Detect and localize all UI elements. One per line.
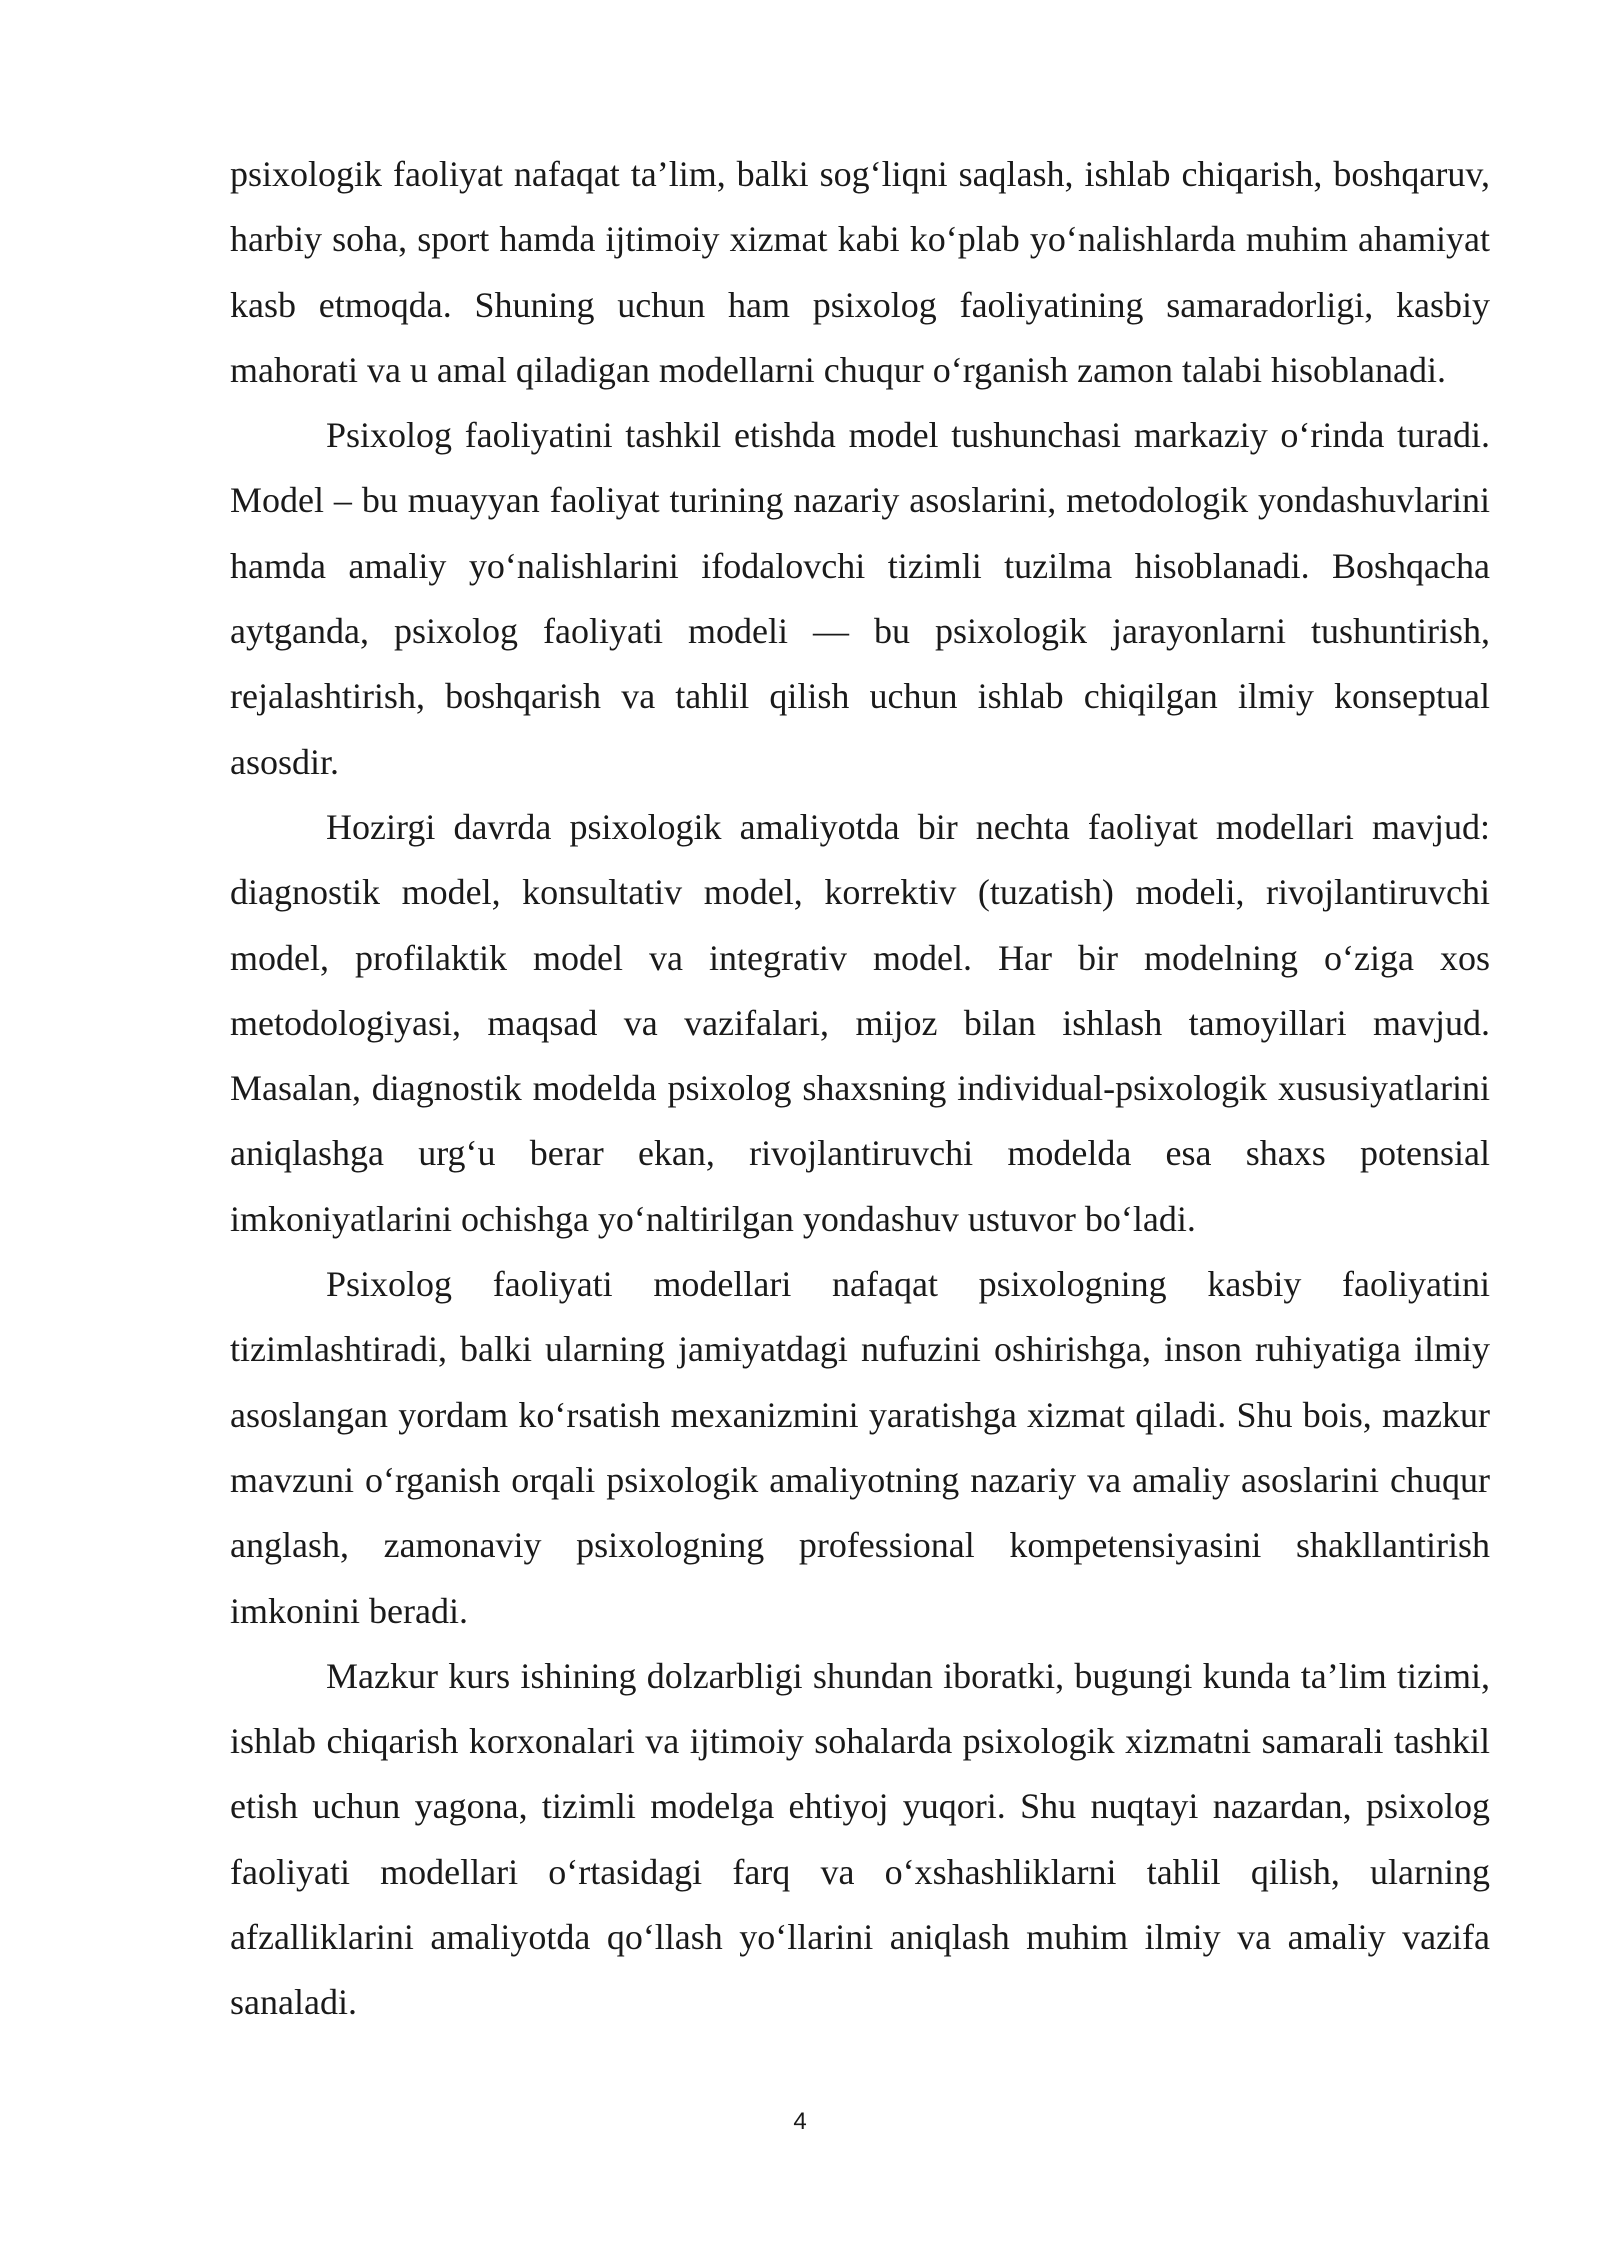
paragraph-activity-models: Hozirgi davrda psixologik amaliyotda bir nechta faoliyat modellari mavjud: diagnostik model, konsultativ model, korrektiv (tuzatish) modeli, rivojlantiruvchi model, profilaktik model va integrativ model. Har bir modelning o‘ziga xos metodologiyasi, maqsad va vazifalari, mijoz bilan ishlash tamoyillari mavjud. Masalan, diagnostik modelda psixolog shaxsning individual-psixologik xususiyatlarini aniqlashga urg‘u berar ekan, rivojlantiruvchi modelda esa shaxs potensial imkoniyatlarini ochishga yo‘naltirilgan yondashuv ustuvor bo‘ladi.: [230, 806, 1490, 1239]
paragraph-models-significance: Psixolog faoliyati modellari nafaqat psixologning kasbiy faoliyatini tizimlashtiradi, balki ularning jamiyatdagi nufuzini oshirishga, inson ruhiyatiga ilmiy asoslangan yordam ko‘rsatish mexanizmini yaratishga xizmat qiladi. Shu bois, mazkur mavzuni o‘rganish orqali psixologik amaliyotning nazariy va amaliy asoslarini chuqur anglash, zamonaviy psixologning professional kompetensiyasini shakllantirish imkonini beradi.: [230, 1264, 1490, 1631]
page-number: 4: [793, 2108, 807, 2135]
paragraph-continuation: psixologik faoliyat nafaqat ta’lim, balki sog‘liqni saqlash, ishlab chiqarish, boshqaruv, harbiy soha, sport hamda ijtimoiy xizmat kabi ko‘plab yo‘nalishlarda muhim ahamiyat kasb etmoqda. Shuning uchun ham psixolog faoliyatining samaradorligi, kasbiy mahorati va u amal qiladigan modellarni chuqur o‘rganish zamon talabi hisoblanadi.: [230, 154, 1490, 390]
paragraph-relevance: Mazkur kurs ishining dolzarbligi shundan iboratki, bugungi kunda ta’lim tizimi, ishlab chiqarish korxonalari va ijtimoiy sohalarda psixologik xizmatni samarali tashkil etish uchun yagona, tizimli modelga ehtiyoj yuqori. Shu nuqtayi nazardan, psixolog faoliyati modellari o‘rtasidagi farq va o‘xshashliklarni tahlil qilish, ularning afzalliklarini amaliyotda qo‘llash yo‘llarini aniqlash muhim ilmiy va amaliy vazifa sanaladi.: [230, 1655, 1490, 2023]
body-text: [230, 142, 1490, 2036]
paragraph-model-concept: Psixolog faoliyatini tashkil etishda model tushunchasi markaziy o‘rinda turadi. Model – bu muayyan faoliyat turining nazariy asoslarini, metodologik yondashuvlarini hamda amaliy yo‘nalishlarini ifodalovchi tizimli tuzilma hisoblanadi. Boshqacha aytganda, psixolog faoliyati modeli — bu psixologik jarayonlarni tushuntirish, rejalashtirish, boshqarish va tahlil qilish uchun ishlab chiqilgan ilmiy konseptual asosdir.: [230, 415, 1490, 782]
